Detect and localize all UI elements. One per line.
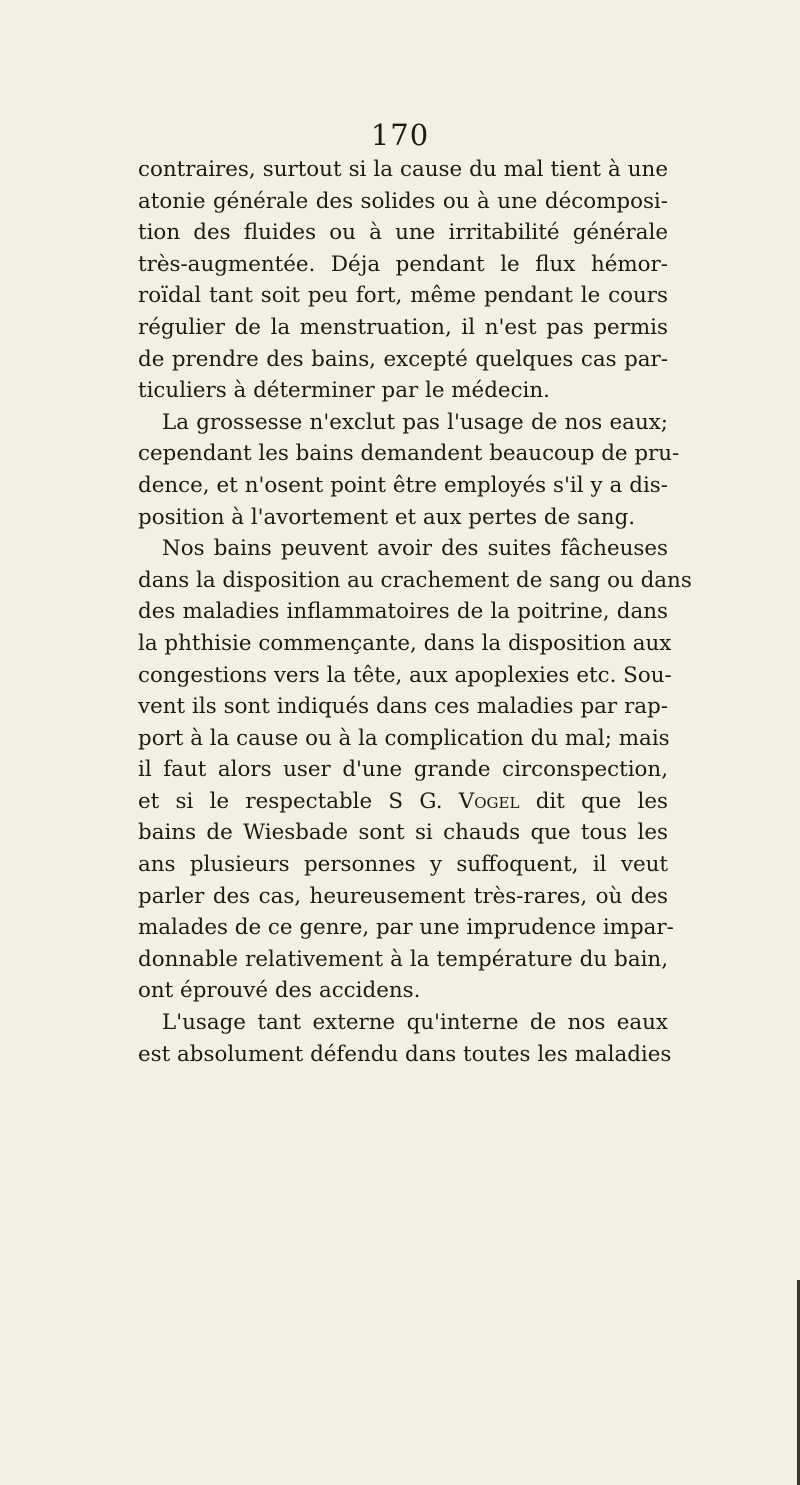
text-line: Nos bains peuvent avoir des suites fâcheuses: [162, 536, 668, 562]
text-line: régulier de la menstruation, il n'est pas permis: [138, 314, 668, 340]
text-line: donnable relativement à la température du bain,: [138, 946, 668, 972]
author-name-vogel: Vogel: [458, 788, 520, 814]
text-line: [138, 786, 668, 818]
text-line: contraires, surtout si la cause du mal tient à une: [138, 157, 668, 182]
text-line: malades de ce genre, par une imprudence impar-: [138, 915, 674, 941]
text-fragment: et si le respectable S G.: [138, 788, 459, 814]
text-line: dans la disposition au crachement de sang ou dans: [138, 567, 692, 593]
text-line: tion des fluides ou à une irritabilité générale: [138, 220, 668, 246]
text-line: la phthisie commençante, dans la disposition aux: [138, 630, 672, 656]
text-line: des maladies inflammatoires de la poitrine, dans: [138, 599, 668, 625]
text-line: il faut alors user d'une grande circonspection,: [138, 757, 668, 783]
text-line: très-augmentée. Déja pendant le flux hémor-: [138, 251, 668, 277]
text-line: ont éprouvé des accidens.: [138, 978, 421, 1004]
text-line: La grossesse n'exclut pas l'usage de nos eaux;: [162, 409, 668, 435]
text-line: ans plusieurs personnes y suffoquent, il veut: [138, 852, 668, 878]
text-line: vent ils sont indiqués dans ces maladies par rap-: [138, 694, 668, 720]
text-line: congestions vers la tête, aux apoplexies etc. Sou-: [138, 662, 672, 688]
text-line: de prendre des bains, excepté quelques cas par-: [138, 346, 668, 372]
text-line: cependant les bains demandent beaucoup de pru-: [138, 441, 680, 467]
page-number: 170: [370, 118, 430, 152]
text-line: parler des cas, heureusement très-rares, où des: [138, 883, 668, 909]
text-line: dence, et n'osent point être employés s'il y a dis-: [138, 472, 668, 498]
text-line: position à l'avortement et aux pertes de sang.: [138, 504, 636, 530]
body-text: [138, 154, 692, 1070]
text-line: port à la cause ou à la complication du mal; mais: [138, 725, 670, 751]
text-line: bains de Wiesbade sont si chauds que tous les: [138, 820, 668, 846]
text-line: L'usage tant externe qu'interne de nos eaux: [162, 1010, 668, 1036]
text-line: est absolument défendu dans toutes les maladies: [138, 1041, 672, 1067]
text-line: ticuliers à déterminer par le médecin.: [138, 378, 550, 404]
text-line: roïdal tant soit peu fort, même pendant le cours: [138, 283, 668, 309]
text-fragment: dit que les: [519, 788, 668, 814]
text-line: atonie générale des solides ou à une décomposi-: [138, 188, 668, 214]
